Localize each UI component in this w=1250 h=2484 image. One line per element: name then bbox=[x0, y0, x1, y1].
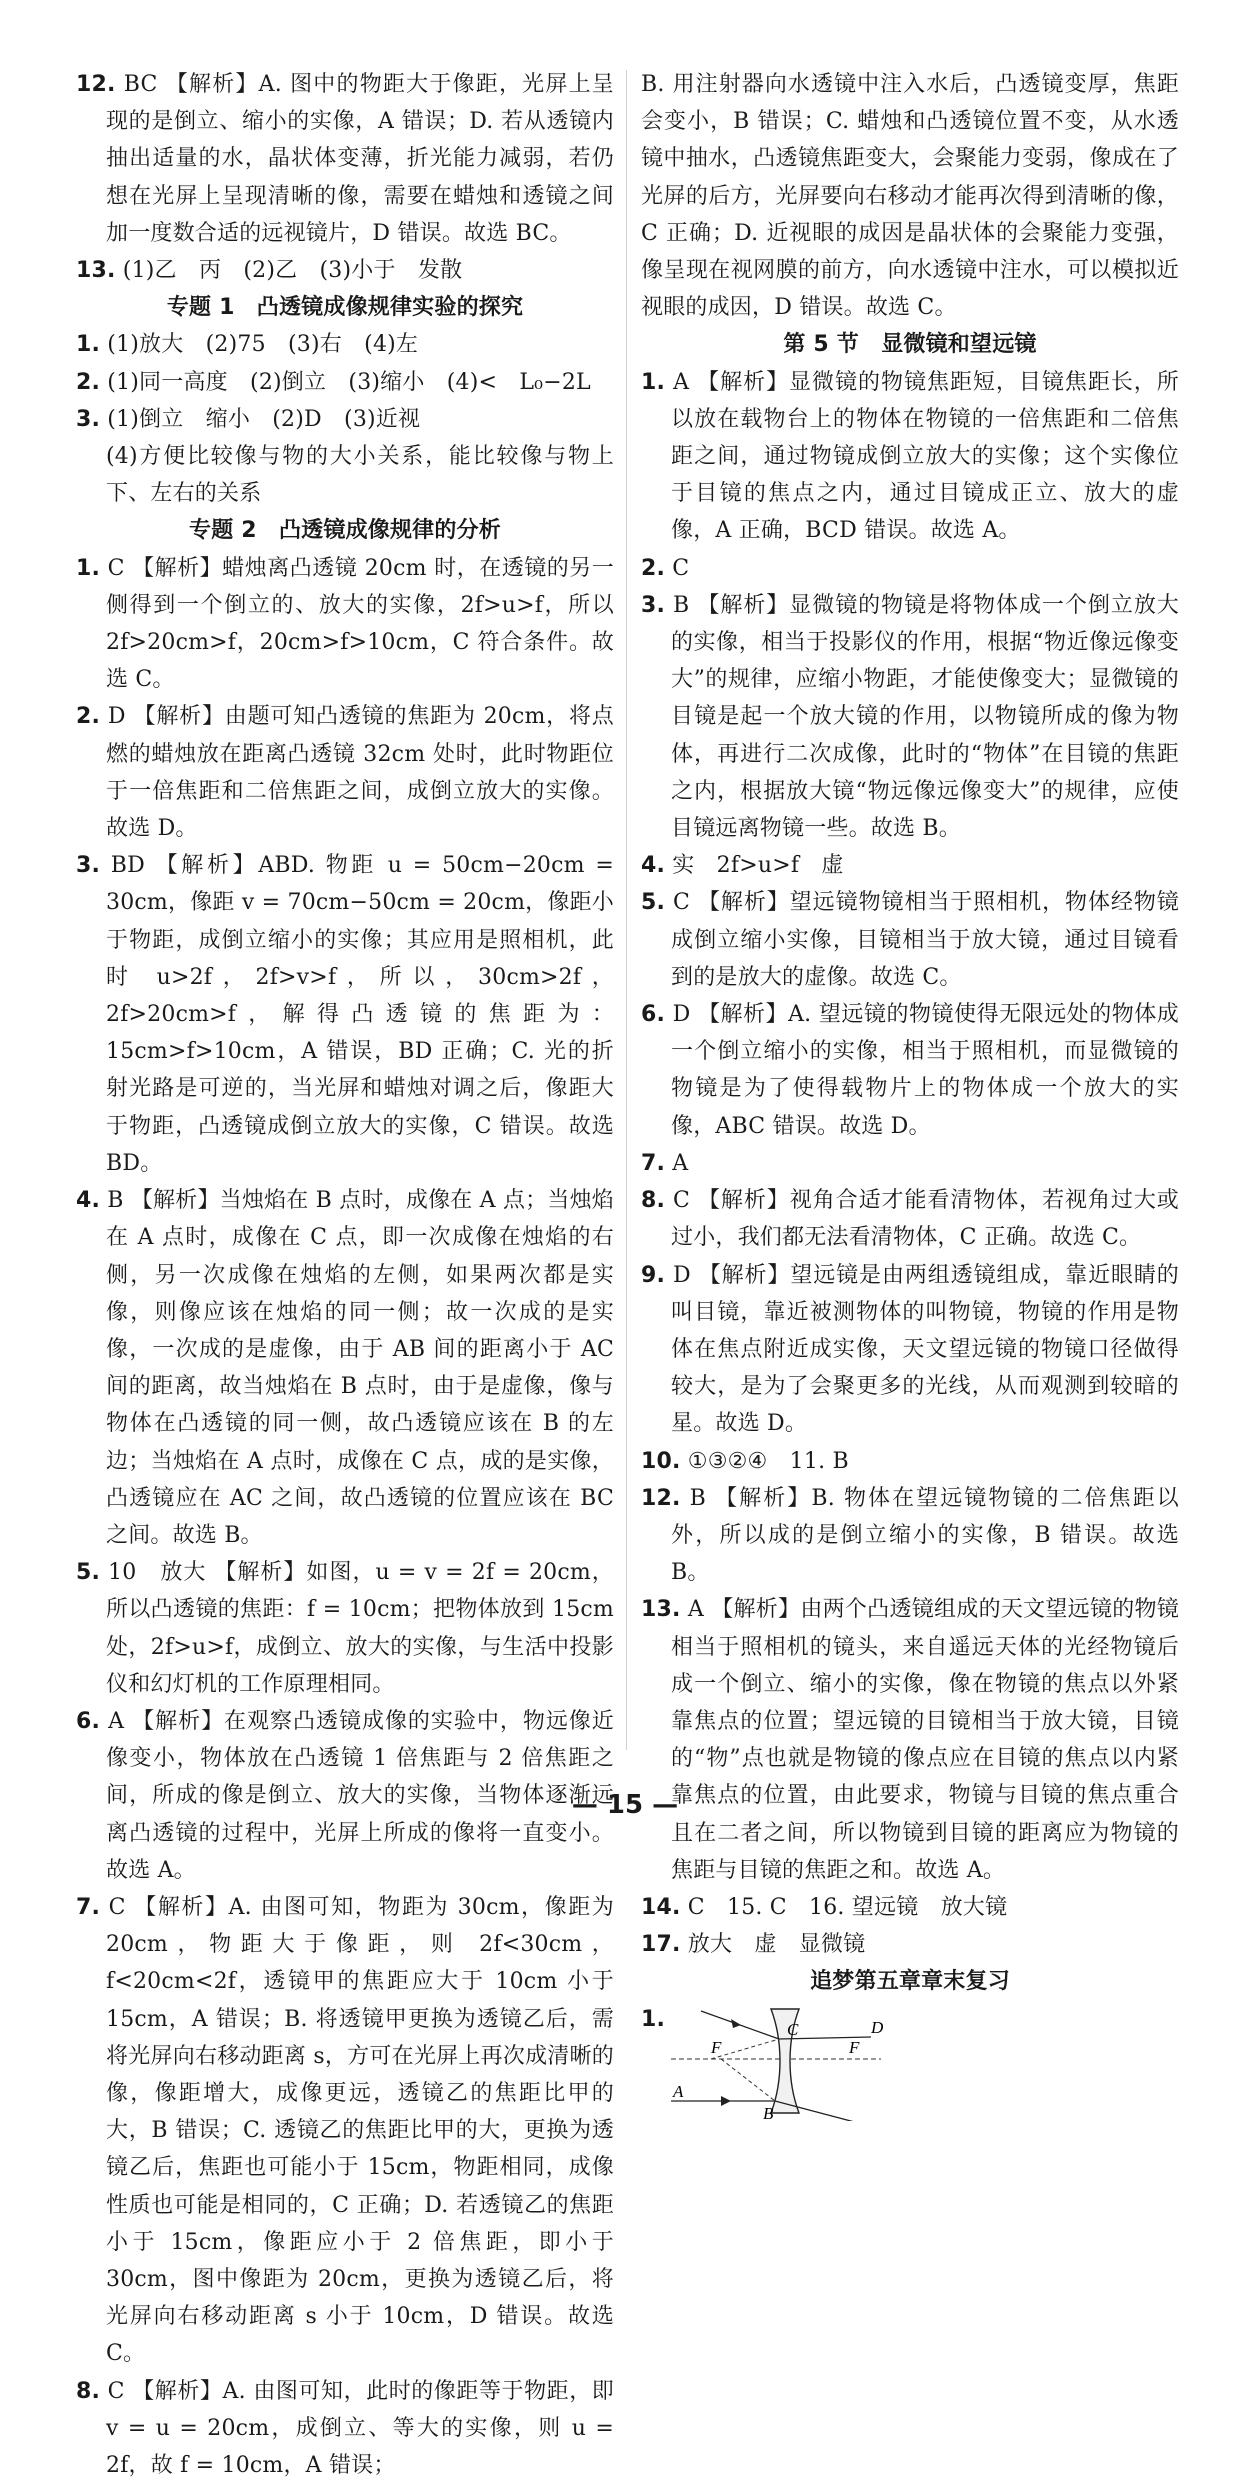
item-text: D 【解析】由题可知凸透镜的焦距为 20cm，将点燃的蜡烛放在距离凸透镜 32cm 处时，此时物距位于一倍焦距和二倍焦距之间，成倒立放大的实像。故选 D。 bbox=[106, 704, 614, 842]
item-number: 5. bbox=[76, 1560, 101, 1586]
answer-item bbox=[76, 1182, 614, 1554]
label-A: A bbox=[673, 2081, 684, 2101]
answer-item bbox=[641, 1443, 1179, 1480]
answer-item bbox=[76, 1889, 614, 2373]
item-number: 1. bbox=[641, 2006, 666, 2032]
answer-item bbox=[641, 1480, 1179, 1592]
answer-item bbox=[641, 884, 1179, 996]
arrow-head bbox=[731, 2019, 741, 2028]
item-number: 13. bbox=[76, 258, 116, 284]
item-text: C 【解析】视角合适才能看清物体，若视角过大或过小，我们都无法看清物体，C 正确。故选 C。 bbox=[671, 1188, 1179, 1251]
item-number: 7. bbox=[641, 1150, 666, 1176]
item-text: (1)放大 (2)75 (3)右 (4)左 bbox=[107, 332, 419, 358]
item-text: (1)倒立 缩小 (2)D (3)近视 bbox=[107, 406, 421, 432]
item-number: 12. bbox=[76, 72, 116, 97]
item-number: 13. bbox=[641, 1597, 681, 1623]
ray-diagram-item bbox=[641, 2001, 1179, 2141]
label-C: C bbox=[787, 2019, 799, 2039]
item-number: 9. bbox=[641, 1262, 666, 1288]
answer-item bbox=[641, 1257, 1179, 1443]
item-number: 1. bbox=[76, 332, 101, 358]
item-number: 8. bbox=[641, 1188, 666, 1214]
item-text: 实 2f>u>f 虚 bbox=[672, 853, 844, 879]
answer-item bbox=[641, 996, 1179, 1145]
answer-item bbox=[641, 1591, 1179, 1889]
answer-item bbox=[641, 1145, 1179, 1182]
answer-continuation: B. 用注射器向水透镜中注入水后，凸透镜变厚，焦距会变小，B 错误；C. 蜡烛和凸透镜位置不变，从水透镜中抽水，凸透镜焦距变大，会聚能力变弱，像成在了光屏的后方，光屏要向右移动才能再次得到清晰的像，C 正确；D. 近视眼的成因是晶状体的会聚能力变强，像呈现在视网膜的前方，向水透镜中注水，可以模拟近视眼的成因，D 错误。故选 C。 bbox=[641, 72, 1179, 321]
arrow-head bbox=[721, 2096, 731, 2106]
label-D: D bbox=[871, 2017, 884, 2037]
item-text: A 【解析】在观察凸透镜成像的实验中，物远像近像变小，物体放在凸透镜 1 倍焦距与 2 倍焦距之间，所成的像是倒立、放大的实像，当物体逐渐远离凸透镜的过程中，光屏上所成的像将一直变小。故选 A。 bbox=[106, 1708, 614, 1883]
item-number: 17. bbox=[641, 1932, 681, 1958]
item-text: D 【解析】望远镜是由两组透镜组成，靠近眼睛的叫目镜，靠近被测物体的叫物镜，物镜的作用是物体在焦点附近成实像，天文望远镜的物镜口径做得较大，是为了会聚更多的光线，从而观测到较暗的星。故选 D。 bbox=[671, 1262, 1179, 1437]
label-F-left: F bbox=[711, 2037, 722, 2057]
item-text: 放大 虚 显微镜 bbox=[687, 1932, 866, 1958]
item-text: C 【解析】蜡烛离凸透镜 20cm 时，在透镜的另一侧得到一个倒立的、放大的实像，2f>u>f，所以 2f>20cm>f，20cm>f>10cm，C 符合条件。故选 C。 bbox=[106, 555, 614, 693]
section-heading: 第 5 节 显微镜和望远镜 bbox=[783, 332, 1037, 358]
label-B: B bbox=[763, 2103, 774, 2121]
answer-item bbox=[76, 326, 614, 363]
answer-item bbox=[641, 1182, 1179, 1256]
section-heading: 专题 2 凸透镜成像规律的分析 bbox=[189, 518, 501, 544]
answer-item bbox=[641, 1926, 1179, 1963]
section-heading: 专题 1 凸透镜成像规律实验的探究 bbox=[166, 295, 524, 321]
item-text: ①③②④ 11. B bbox=[687, 1448, 849, 1474]
section-heading: 追梦第五章章末复习 bbox=[810, 1969, 1010, 1995]
answer-item bbox=[76, 2373, 614, 2484]
item-number: 10. bbox=[641, 1448, 681, 1474]
answer-item bbox=[641, 847, 1179, 884]
item-text: A bbox=[672, 1150, 689, 1176]
item-text: B 【解析】当烛焰在 B 点时，成像在 A 点；当烛焰在 A 点时，成像在 C 点，即一次成像在烛焰的右侧，另一次成像在烛焰的左侧，如果两次都是实像，则像应该在烛焰的同一侧；故一次成的是实像，一次成的是虚像，由于 AB 间的距离小于 AC 间的距离，故当烛焰在 B 点时，由于是虚像，像与物体在凸透镜的同一侧，故凸透镜应该在 B 的左边；当烛焰在 A 点时，成像在 C 点，成的是实像，凸透镜应在 AC 之间，故凸透镜的位置应该在 BC 之间。故选 B。 bbox=[106, 1188, 614, 1548]
item-number: 6. bbox=[76, 1708, 101, 1734]
page-number: — 15 — bbox=[571, 1790, 679, 1820]
answer-item bbox=[641, 1889, 1179, 1926]
item-number: 2. bbox=[76, 704, 101, 730]
answer-item bbox=[76, 1554, 614, 1703]
answer-item bbox=[641, 587, 1179, 847]
item-text: A 【解析】显微镜的物镜焦距短，目镜焦距长，所以放在载物台上的物体在物镜的一倍焦距和二倍焦距之间，通过物镜成倒立放大的实像；这个实像位于目镜的焦点之内，通过目镜成正立、放大的虚像，A 正确，BCD 错误。故选 A。 bbox=[671, 369, 1179, 544]
answer-item bbox=[76, 401, 614, 438]
item-number: 2. bbox=[76, 369, 101, 395]
answer-continuation: (4)方便比较像与物的大小关系，能比较像与物上下、左右的关系 bbox=[106, 444, 614, 507]
item-number: 4. bbox=[641, 853, 666, 879]
item-text: (1)乙 丙 (2)乙 (3)小于 发散 bbox=[122, 258, 463, 284]
left-column bbox=[76, 66, 614, 2484]
item-text: B 【解析】显微镜的物镜是将物体成一个倒立放大的实像，相当于投影仪的作用，根据“物近像远像变大”的规律，应缩小物距，才能使像变大；显微镜的目镜是起一个放大镜的作用，以物镜所成的像为物体，再进行二次成像，此时的“物体”在目镜的焦距之内，根据放大镜“物远像远像变大”的规律，应使目镜远离物镜一些。故选 B。 bbox=[671, 592, 1179, 842]
item-number: 1. bbox=[641, 369, 666, 395]
concave-lens-ray-diagram bbox=[671, 2001, 901, 2121]
item-number: 7. bbox=[76, 1894, 101, 1920]
item-text: C 【解析】A. 由图可知，此时的像距等于物距，即 v = u = 20cm，成倒立、等大的实像，则 u = 2f，故 f = 10cm，A 错误； bbox=[106, 2378, 614, 2478]
item-number: 5. bbox=[641, 890, 666, 916]
answer-item bbox=[76, 550, 614, 699]
item-number: 6. bbox=[641, 1002, 666, 1028]
item-text: BC 【解析】A. 图中的物距大于像距，光屏上呈现的是倒立、缩小的实像，A 错误；D. 若从透镜内抽出适量的水，晶状体变薄，折光能力减弱，若仍想在光屏上呈现清晰的像，需要在蜡烛和透镜之间加一度数合适的远视镜片，D 错误。故选 BC。 bbox=[106, 72, 614, 246]
item-text: D 【解析】A. 望远镜的物镜使得无限远处的物体成一个倒立缩小的实像，相当于照相机，而显微镜的物镜是为了使得载物片上的物体成一个放大的实像，ABC 错误。故选 D。 bbox=[671, 1002, 1179, 1139]
answer-item bbox=[76, 66, 614, 252]
item-number: 8. bbox=[76, 2378, 101, 2404]
item-text: A 【解析】由两个凸透镜组成的天文望远镜的物镜相当于照相机的镜头，来自遥远天体的光经物镜后成一个倒立、缩小的实像，像在物镜的焦点以外紧靠焦点的位置；望远镜的目镜相当于放大镜，目镜的“物”点也就是物镜的像点应在目镜的焦点以内紧靠焦点的位置，由此要求，物镜与目镜的焦点重合且在二者之间，所以物镜到目镜的距离应为物镜的焦距与目镜的焦距之和。故选 A。 bbox=[671, 1597, 1179, 1883]
answer-item bbox=[641, 364, 1179, 550]
item-number: 3. bbox=[641, 592, 666, 618]
right-column bbox=[641, 66, 1179, 2141]
item-number: 2. bbox=[641, 555, 666, 581]
item-text: C 【解析】A. 由图可知，物距为 30cm，像距为 20cm，物距大于像距，则 2f<30cm，f<20cm<2f，透镜甲的焦距应大于 10cm 小于 15cm，A 错误；B. 将透镜甲更换为透镜乙后，需将光屏向右移动距离 s，方可在光屏上再次成清晰的像，像距增大，成像更远，透镜乙的焦距比甲的大，B 错误；C. 透镜乙的焦距比甲的大，更换为透镜乙后，焦距也可能小于 15cm，物距相同，成像性质也可能是相同的，C 正确；D. 若透镜乙的焦距小于 15cm，像距应小于 2 倍焦距，即小于 30cm，图中像距为 20cm，更换为透镜乙后，将光屏向右移动距离 s 小于 10cm，D 错误。故选 C。 bbox=[106, 1894, 614, 2367]
item-text: C 【解析】望远镜物镜相当于照相机，物体经物镜成倒立缩小实像，目镜相当于放大镜，通过目镜看到的是放大的虚像。故选 C。 bbox=[671, 890, 1179, 990]
answer-item bbox=[76, 847, 614, 1182]
answer-item bbox=[76, 698, 614, 847]
column-divider bbox=[626, 70, 627, 1750]
item-number: 14. bbox=[641, 1894, 681, 1920]
label-F-right: F bbox=[849, 2037, 860, 2057]
answer-item bbox=[76, 252, 614, 289]
item-number: 3. bbox=[76, 853, 101, 879]
item-text: 10 放大 【解析】如图，u = v = 2f = 20cm，所以凸透镜的焦距：f = 10cm；把物体放到 15cm 处，2f>u>f，成倒立、放大的实像，与生活中投影仪和幻灯机的工作原理相同。 bbox=[106, 1560, 614, 1697]
item-number: 4. bbox=[76, 1188, 101, 1214]
answer-item bbox=[76, 364, 614, 401]
item-number: 12. bbox=[641, 1485, 681, 1511]
item-text: BD 【解析】ABD. 物距 u = 50cm−20cm = 30cm，像距 v = 70cm−50cm = 20cm，像距小于物距，成倒立缩小的实像；其应用是照相机，此时 u>2f，2f>v>f，所以，30cm>2f，2f>20cm>f，解得凸透镜的焦距为：15cm>f>10cm，A 错误，BD 正确；C. 光的折射光路是可逆的，当光屏和蜡烛对调之后，像距大于物距，凸透镜成倒立放大的实像，C 错误。故选 BD。 bbox=[106, 853, 614, 1176]
item-text: C 15. C 16. 望远镜 放大镜 bbox=[687, 1894, 1008, 1920]
item-text: C bbox=[672, 555, 690, 581]
answer-item bbox=[641, 550, 1179, 587]
item-text: (1)同一高度 (2)倒立 (3)缩小 (4)< L₀−2L bbox=[107, 369, 591, 395]
extension-bottom bbox=[721, 2059, 775, 2101]
item-text: B 【解析】B. 物体在望远镜物镜的二倍焦距以外，所以成的是倒立缩小的实像，B 错误。故选 B。 bbox=[671, 1485, 1179, 1586]
item-number: 3. bbox=[76, 406, 101, 432]
item-number: 1. bbox=[76, 555, 101, 581]
